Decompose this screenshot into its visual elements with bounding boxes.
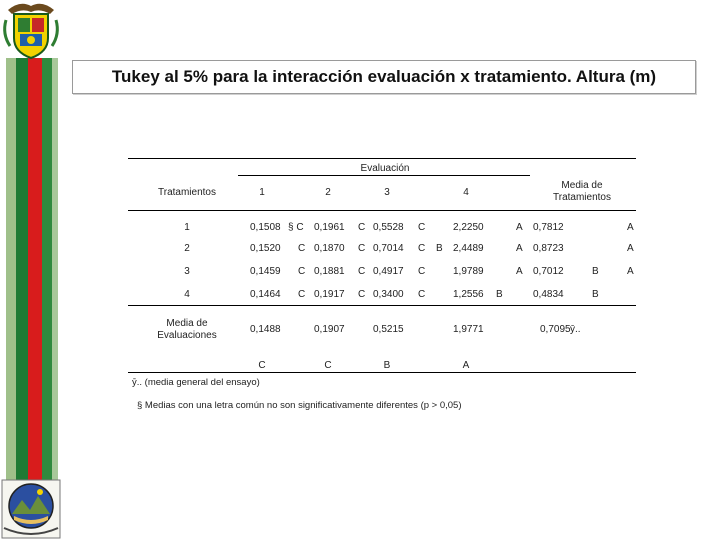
row-4-media-trat-group-1: B [592, 289, 599, 300]
row-2-eval2-group: C [358, 243, 366, 254]
row-1-eval3-group: C [418, 222, 426, 233]
row-1-eval4-group-b: A [516, 222, 523, 233]
row-3-eval3-group: C [418, 266, 426, 277]
row-3-media-trat-group-1: B [592, 266, 599, 277]
row-3-eval4-group-b: A [516, 266, 523, 277]
row-2-eval4-value: 2,4489 [453, 243, 484, 254]
row-3-eval1-value: 0,1459 [250, 266, 281, 277]
header-bottom-rule [128, 210, 636, 211]
row-2-eval4-group-b: A [516, 243, 523, 254]
footnote-media-general: ȳ.. (media general del ensayo) [132, 377, 260, 388]
media-general-value: 0,7095 [540, 324, 571, 335]
eval-4-group-letter: A [462, 360, 470, 371]
col-header-eval-3: 3 [384, 187, 390, 198]
row-1-media-trat: 0,7812 [533, 222, 564, 233]
row-3-eval2-group: C [358, 266, 366, 277]
row-1-media-trat-group-2: A [627, 222, 634, 233]
row-3-eval1-group: C [298, 266, 306, 277]
row-2-eval3-group: C [418, 243, 426, 254]
row-2-trat: 2 [184, 243, 190, 254]
col-header-tratamientos: Tratamientos [158, 187, 216, 198]
row-4-eval1-group: C [298, 289, 306, 300]
row-3-eval2-value: 0,1881 [314, 266, 345, 277]
row-1-eval1-group: § C [288, 222, 304, 233]
row-3-eval4-value: 1,9789 [453, 266, 484, 277]
rows-bottom-rule [128, 305, 636, 306]
row-4-eval1-value: 0,1464 [250, 289, 281, 300]
table-bottom-rule [128, 372, 636, 373]
col-header-eval-2: 2 [325, 187, 331, 198]
row-4-trat: 4 [184, 289, 190, 300]
col-header-eval-4: 4 [463, 187, 469, 198]
evaluation-group-header: Evaluación [360, 163, 410, 174]
row-4-media-trat: 0,4834 [533, 289, 564, 300]
media-eval-2: 0,1907 [314, 324, 345, 335]
row-3-trat: 3 [184, 266, 190, 277]
row-2-eval2-value: 0,1870 [314, 243, 345, 254]
row-1-trat: 1 [184, 222, 190, 233]
eval-2-group-letter: C [324, 360, 332, 371]
row-2-eval1-value: 0,1520 [250, 243, 281, 254]
media-eval-4: 1,9771 [453, 324, 484, 335]
media-eval-1: 0,1488 [250, 324, 281, 335]
row-1-eval3-value: 0,5528 [373, 222, 404, 233]
row-4-eval2-group: C [358, 289, 366, 300]
col-header-eval-1: 1 [259, 187, 265, 198]
evaluation-group-rule [238, 175, 530, 176]
row-1-eval1-value: 0,1508 [250, 222, 281, 233]
row-1-eval2-group: C [358, 222, 366, 233]
row-2-media-trat-group-2: A [627, 243, 634, 254]
media-eval-3: 0,5215 [373, 324, 404, 335]
row-2-eval1-group: C [298, 243, 306, 254]
row-3-media-trat-group-2: A [627, 266, 634, 277]
media-evaluaciones-label: Media de Evaluaciones [157, 318, 217, 341]
eval-3-group-letter: B [383, 360, 391, 371]
table-top-rule [128, 158, 636, 159]
row-4-eval2-value: 0,1917 [314, 289, 345, 300]
row-3-eval3-value: 0,4917 [373, 266, 404, 277]
col-header-media-tratamientos: Media de Tratamientos [553, 180, 611, 203]
row-4-eval4-value: 1,2556 [453, 289, 484, 300]
row-4-eval3-group: C [418, 289, 426, 300]
media-general-mark: ȳ.. [570, 324, 581, 335]
slide-title: Tukey al 5% para la interacción evaluación x tratamiento. Altura (m) [111, 67, 657, 86]
row-3-media-trat: 0,7012 [533, 266, 564, 277]
row-1-eval2-value: 0,1961 [314, 222, 345, 233]
row-4-eval3-value: 0,3400 [373, 289, 404, 300]
row-2-media-trat: 0,8723 [533, 243, 564, 254]
eval-1-group-letter: C [258, 360, 266, 371]
row-2-eval4-group-a: B [436, 243, 443, 254]
row-4-eval4-group-b: B [496, 289, 503, 300]
footnote-significance: § Medias con una letra común no son significativamente diferentes (p > 0,05) [137, 400, 462, 411]
row-1-eval4-value: 2,2250 [453, 222, 484, 233]
row-2-eval3-value: 0,7014 [373, 243, 404, 254]
